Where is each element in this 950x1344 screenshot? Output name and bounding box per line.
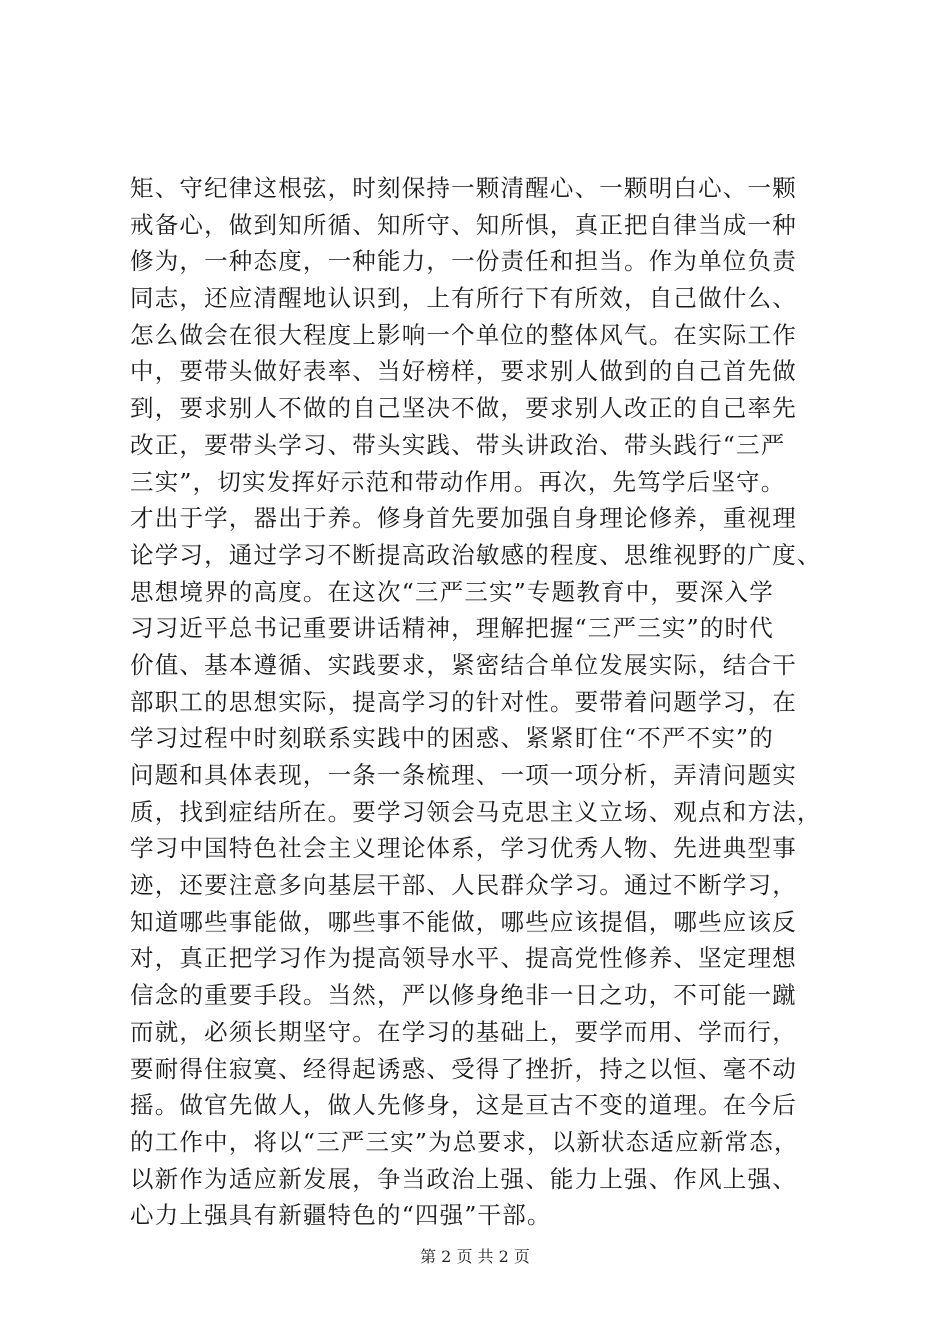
page-footer [0, 1244, 950, 1267]
text-line: 学习中国特色社会主义理论体系，学习优秀人物、先进典型事 [130, 834, 797, 863]
text-line: 以新作为适应新发展，争当政治上强、能力上强、作风上强、 [130, 1164, 797, 1193]
text-line: 而就，必须长期坚守。在学习的基础上，要学而用、学而行， [130, 1017, 797, 1046]
text-line: 要耐得住寂寞、经得起诱惑、受得了挫折，持之以恒、毫不动 [130, 1054, 797, 1083]
text-line: 修为，一种态度，一种能力，一份责任和担当。作为单位负责 [130, 247, 797, 276]
text-line: 信念的重要手段。当然，严以修身绝非一日之功，不可能一蹴 [130, 981, 797, 1010]
text-line: 矩、守纪律这根弦，时刻保持一颗清醒心、一颗明白心、一颗 [130, 174, 797, 202]
body-paragraph [130, 170, 850, 1234]
text-line: 戒备心，做到知所循、知所守、知所惧，真正把自律当成一种 [130, 210, 797, 239]
text-line: 心力上强具有新疆特色的“四强”干部。 [130, 1201, 552, 1230]
text-line: 对，真正把学习作为提高领导水平、提高党性修养、坚定理想 [130, 944, 797, 973]
text-line: 中，要带头做好表率、当好榜样，要求别人做到的自己首先做 [130, 357, 797, 386]
text-line: 改正，要带头学习、带头实践、带头讲政治、带头践行“三严 [130, 430, 786, 459]
text-line: 摇。做官先做人，做人先修身，这是亘古不变的道理。在今后 [130, 1091, 797, 1120]
text-line: 部职工的思想实际，提高学习的针对性。要带着问题学习，在 [130, 687, 797, 716]
text-line: 三实”，切实发挥好示范和带动作用。再次，先笃学后坚守。 [130, 467, 786, 496]
text-line: 怎么做会在很大程度上影响一个单位的整体风气。在实际工作 [130, 320, 797, 349]
text-line: 学习过程中时刻联系实践中的困惑、紧紧盯住“不严不实”的 [130, 724, 774, 753]
text-line: 到，要求别人不做的自己坚决不做，要求别人改正的自己率先 [130, 394, 797, 423]
text-line: 质，找到症结所在。要学习领会马克思主义立场、观点和方法， [130, 797, 822, 826]
text-line: 迹，还要注意多向基层干部、人民群众学习。通过不断学习， [130, 871, 797, 900]
text-line: 知道哪些事能做，哪些事不能做，哪些应该提倡，哪些应该反 [130, 907, 797, 936]
text-line: 思想境界的高度。在这次“三严三实”专题教育中，要深入学 [130, 577, 774, 606]
text-line: 才出于学，器出于养。修身首先要加强自身理论修养，重视理 [130, 504, 797, 533]
text-line: 的工作中，将以“三严三实”为总要求，以新状态适应新常态， [130, 1127, 799, 1156]
text-line: 价值、基本遵循、实践要求，紧密结合单位发展实际，结合干 [130, 650, 797, 679]
text-line: 同志，还应清醒地认识到，上有所行下有所效，自己做什么、 [130, 284, 797, 313]
page-number-label: 第 2 页 共 2 页 [420, 1247, 530, 1266]
text-line: 习习近平总书记重要讲话精神，理解把握“三严三实”的时代 [130, 614, 774, 643]
text-line: 问题和具体表现，一条一条梳理、一项一项分析，弄清问题实 [130, 761, 797, 789]
text-line: 论学习，通过学习不断提高政治敏感的程度、思维视野的广度、 [130, 540, 822, 569]
